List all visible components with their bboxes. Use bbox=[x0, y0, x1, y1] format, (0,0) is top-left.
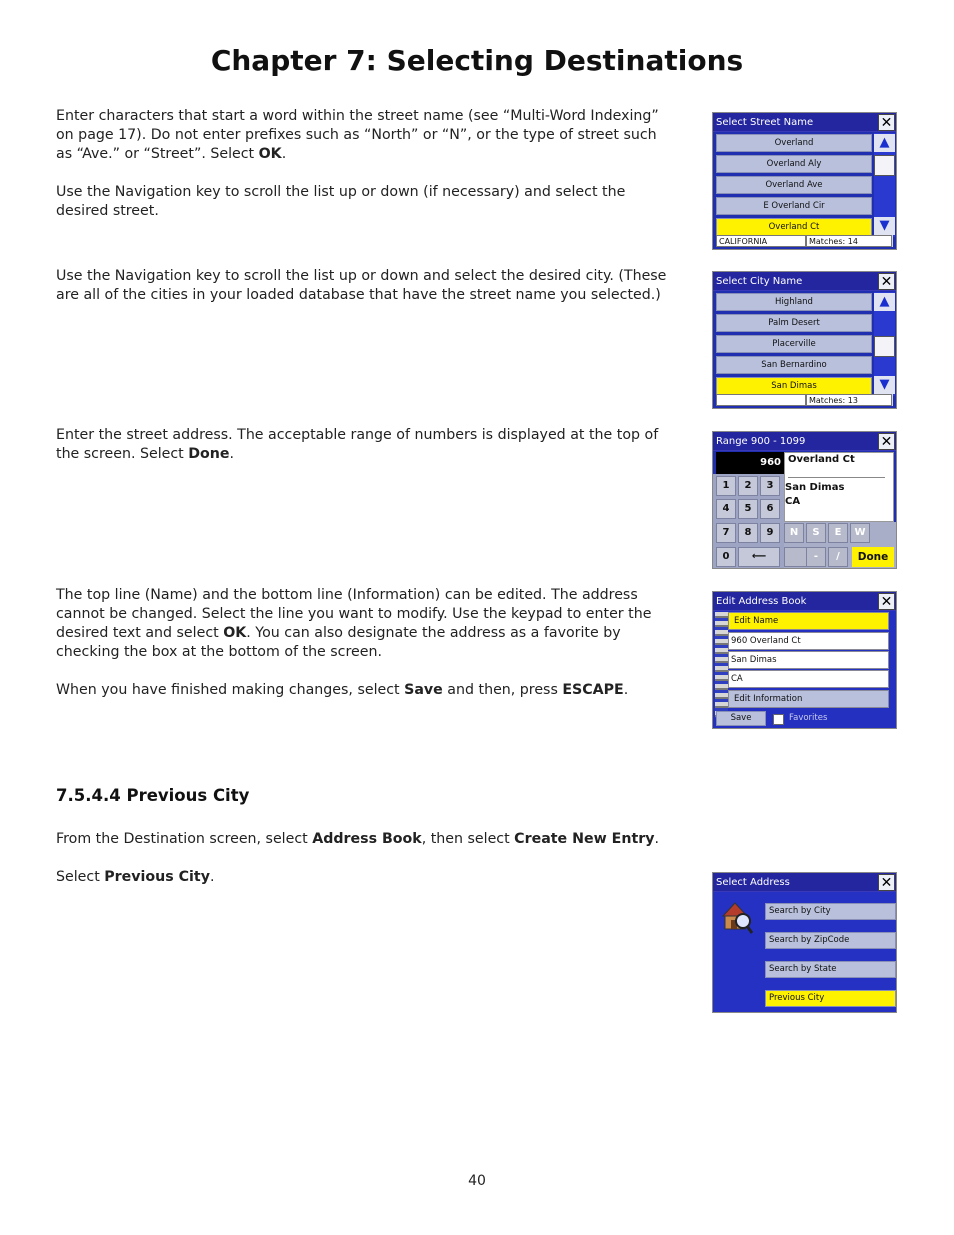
paragraph: Enter the street address. The acceptable range of numbers is displayed at the top of the screen. Select Done. bbox=[56, 427, 659, 462]
key-n[interactable]: N bbox=[784, 523, 804, 543]
address-number-input[interactable]: 960 bbox=[716, 452, 784, 474]
address-info bbox=[784, 452, 894, 522]
scroll-thumb[interactable] bbox=[874, 155, 895, 176]
state-line: CA bbox=[728, 670, 889, 688]
scroll-down-icon[interactable]: ▼ bbox=[874, 376, 895, 394]
close-icon[interactable]: ✕ bbox=[878, 874, 895, 891]
paragraph: Select Previous City. bbox=[56, 869, 215, 885]
city-line: San Dimas bbox=[728, 651, 889, 669]
page-number: 40 bbox=[468, 1173, 486, 1189]
address-book-icon bbox=[721, 901, 753, 935]
key-9[interactable]: 9 bbox=[760, 523, 780, 543]
close-icon[interactable]: ✕ bbox=[878, 273, 895, 290]
favorites-checkbox[interactable] bbox=[773, 714, 784, 725]
list-item[interactable]: Overland Aly bbox=[716, 155, 872, 173]
section-4-text bbox=[56, 586, 676, 719]
section-3-text bbox=[56, 426, 676, 483]
backspace-icon[interactable]: ⟵ bbox=[738, 547, 780, 567]
close-icon[interactable]: ✕ bbox=[878, 433, 895, 450]
empty-field bbox=[716, 394, 806, 406]
paragraph: Use the Navigation key to scroll the list up or down and select the desired city. (These are all of the cities in your loaded database that have the street name you selected.) bbox=[56, 268, 667, 303]
city-name: San Dimas bbox=[785, 482, 845, 493]
subsection-heading: 7.5.4.4 Previous City bbox=[56, 786, 250, 805]
paragraph: From the Destination screen, select Address Book, then select Create New Entry. bbox=[56, 831, 659, 847]
select-city-screen bbox=[712, 271, 897, 409]
key-slash[interactable]: / bbox=[828, 547, 848, 567]
select-street-screen bbox=[712, 112, 897, 250]
list-item[interactable]: San Bernardino bbox=[716, 356, 872, 374]
paragraph: When you have finished making changes, select Save and then, press ESCAPE. bbox=[56, 682, 629, 698]
status-bar bbox=[716, 235, 893, 247]
section-2-text bbox=[56, 267, 676, 324]
key-8[interactable]: 8 bbox=[738, 523, 758, 543]
matches-count: Matches: 14 bbox=[806, 235, 892, 247]
key-4[interactable]: 4 bbox=[716, 499, 736, 519]
key-6[interactable]: 6 bbox=[760, 499, 780, 519]
scroll-up-icon[interactable]: ▲ bbox=[874, 293, 895, 311]
list-item[interactable]: Overland bbox=[716, 134, 872, 152]
close-icon[interactable]: ✕ bbox=[878, 593, 895, 610]
search-by-zipcode-button[interactable]: Search by ZipCode bbox=[765, 932, 896, 949]
key-s[interactable]: S bbox=[806, 523, 826, 543]
key-5[interactable]: 5 bbox=[738, 499, 758, 519]
screen-title: Range 900 - 1099 bbox=[713, 432, 896, 451]
range-keypad-screen bbox=[712, 431, 897, 569]
paragraph: The top line (Name) and the bottom line (Information) can be edited. The address cannot be changed. Select the line you want to modify. Use the keypad to enter the desired text and select OK. You can also designate the address as a favorite by checking the box at the bottom of the screen. bbox=[56, 587, 652, 660]
matches-count: Matches: 13 bbox=[806, 394, 892, 406]
list-item[interactable]: Palm Desert bbox=[716, 314, 872, 332]
binder-spiral bbox=[715, 612, 728, 718]
key-7[interactable]: 7 bbox=[716, 523, 736, 543]
close-icon[interactable]: ✕ bbox=[878, 114, 895, 131]
scroll-up-icon[interactable]: ▲ bbox=[874, 134, 895, 152]
page-title: Chapter 7: Selecting Destinations bbox=[210, 44, 744, 77]
list-item[interactable]: Placerville bbox=[716, 335, 872, 353]
list-item[interactable]: Overland Ave bbox=[716, 176, 872, 194]
done-button[interactable]: Done bbox=[852, 547, 894, 567]
previous-city-button[interactable]: Previous City bbox=[765, 990, 896, 1007]
key-w[interactable]: W bbox=[850, 523, 870, 543]
paragraph: Use the Navigation key to scroll the list up or down (if necessary) and select the desired street. bbox=[56, 184, 626, 219]
status-bar bbox=[716, 394, 893, 406]
scroll-thumb[interactable] bbox=[874, 336, 895, 357]
screen-title: Edit Address Book bbox=[713, 592, 896, 611]
street-name: Overland Ct bbox=[788, 454, 855, 465]
screen-title: Select Address bbox=[713, 873, 896, 892]
screen-title: Select City Name bbox=[713, 272, 896, 291]
search-by-state-button[interactable]: Search by State bbox=[765, 961, 896, 978]
state-label: CALIFORNIA bbox=[716, 235, 806, 247]
key-dash[interactable]: - bbox=[806, 547, 826, 567]
save-button[interactable]: Save bbox=[716, 711, 766, 726]
screen-title: Select Street Name bbox=[713, 113, 896, 132]
list-item[interactable]: E Overland Cir bbox=[716, 197, 872, 215]
edit-name-row[interactable]: Edit Name bbox=[728, 612, 889, 630]
search-by-city-button[interactable]: Search by City bbox=[765, 903, 896, 920]
section-1-text bbox=[56, 107, 676, 240]
list-item-selected[interactable]: Overland Ct bbox=[716, 218, 872, 236]
divider bbox=[788, 477, 885, 478]
subsection-text bbox=[56, 830, 676, 906]
select-address-screen bbox=[712, 872, 897, 1013]
key-0[interactable]: 0 bbox=[716, 547, 736, 567]
list-item[interactable]: Highland bbox=[716, 293, 872, 311]
key-2[interactable]: 2 bbox=[738, 476, 758, 496]
paragraph: Enter characters that start a word within the street name (see “Multi-Word Indexing” on page 17). Do not enter prefixes such as “North” or “N”, or the type of street such as “Ave.” or “Street”. Select OK. bbox=[56, 108, 659, 162]
edit-information-row[interactable]: Edit Information bbox=[728, 690, 889, 708]
state-name: CA bbox=[785, 496, 801, 507]
key-3[interactable]: 3 bbox=[760, 476, 780, 496]
key-e[interactable]: E bbox=[828, 523, 848, 543]
edit-address-book-screen bbox=[712, 591, 897, 729]
key-1[interactable]: 1 bbox=[716, 476, 736, 496]
address-line: 960 Overland Ct bbox=[728, 632, 889, 650]
scroll-down-icon[interactable]: ▼ bbox=[874, 217, 895, 235]
favorites-label: Favorites bbox=[789, 713, 828, 723]
list-item-selected[interactable]: San Dimas bbox=[716, 377, 872, 395]
